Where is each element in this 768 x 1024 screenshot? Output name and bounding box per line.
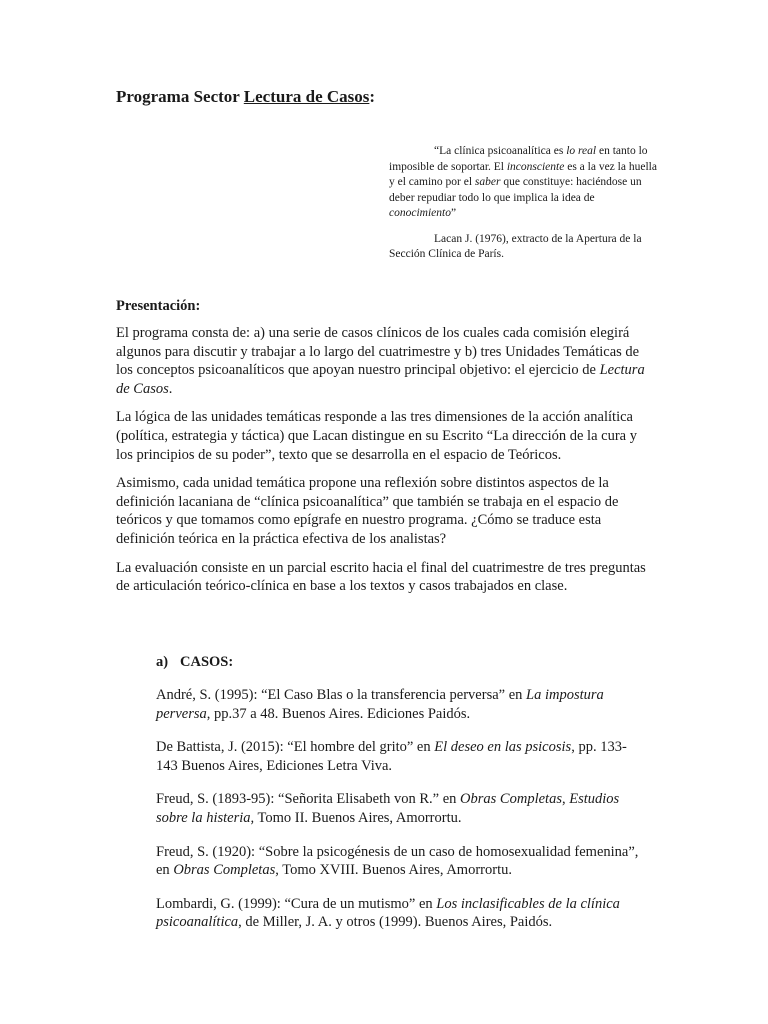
text-run: Asimismo, cada unidad temática propone una reflexión sobre distintos aspectos de la definición lacaniana de “clínica psicoanalítica” que también se trabaja en el espacio de teóricos y que tomamos como epígrafe en nuestro programa. ¿Cómo se traduce esta definición teórica en la práctica efectiva de los analistas? bbox=[116, 475, 619, 547]
italic-run: inconsciente bbox=[506, 160, 565, 173]
text-run: que constituye: haciéndose un deber repudiar todo lo que implica la idea de bbox=[389, 176, 642, 204]
presentation-heading: Presentación: bbox=[116, 298, 201, 314]
text-run: El programa consta de: a) una serie de casos clínicos de los cuales cada comisión elegirá algunos para discutir y trabajar a lo largo del cuatrimestre y b) tres Unidades Temáticas de los conceptos psicoanalíticos que apoyan nuestro principal objetivo: el ejercicio de bbox=[116, 325, 640, 379]
text-run: La evaluación consiste en un parcial escrito hacia el final del cuatrimestre de tres preguntas de articulación teórico-clínica en base a los textos y casos trabajados en clase. bbox=[116, 559, 646, 595]
epigraph-attribution: Lacan J. (1976), extracto de la Apertura de la Sección Clínica de París. bbox=[389, 232, 642, 260]
italic-run: conocimiento bbox=[389, 207, 451, 219]
presentation-paragraph bbox=[116, 324, 654, 398]
text-run: La lógica de las unidades temáticas responde a las tres dimensiones de la acción analítica (política, estrategia y táctica) que Lacan distingue en su Escrito “La dirección de la cura y los principios de su poder”, texto que se desarrolla en el espacio de Teóricos. bbox=[116, 409, 637, 463]
italic-run: saber bbox=[474, 176, 501, 188]
text-run: André, S. (1995): “El Caso Blas o la transferencia perversa” en bbox=[156, 687, 527, 703]
cases-heading-label: CASOS: bbox=[180, 654, 234, 670]
italic-run: El deseo en las psicosis bbox=[434, 739, 572, 756]
text-run: “La clínica psicoanalítica es bbox=[434, 145, 567, 157]
italic-run: La impostura perversa bbox=[156, 687, 604, 722]
text-run: Tomo II. Buenos Aires, Amorrortu. bbox=[254, 809, 462, 826]
presentation-paragraph bbox=[116, 408, 654, 464]
text-run: Freud, S. (1920): “Sobre la psicogénesis de un caso de homosexualidad femenina”, en bbox=[156, 843, 639, 879]
text-run: . bbox=[168, 380, 173, 397]
case-reference bbox=[156, 843, 642, 880]
text-run: , bbox=[561, 791, 570, 808]
page-title bbox=[116, 86, 375, 108]
text-run: , de Miller, J. A. y otros (1999). Buenos Aires, Paidós. bbox=[238, 914, 553, 931]
cases-list bbox=[156, 686, 642, 947]
title-suffix: : bbox=[369, 87, 376, 106]
title-underlined: Lectura de Casos bbox=[243, 87, 370, 106]
text-run: , pp.37 a 48. Buenos Aires. Ediciones Paidós. bbox=[206, 705, 471, 722]
case-reference bbox=[156, 790, 642, 827]
italic-run: lo real bbox=[566, 145, 597, 157]
text-run: es a la vez la huella y el camino por el bbox=[389, 160, 657, 188]
text-run: en tanto lo imposible de soportar. El bbox=[389, 145, 648, 173]
text-run: Freud, S. (1893-95): “Señorita Elisabeth von R.” en bbox=[156, 791, 461, 808]
presentation-paragraph bbox=[116, 559, 654, 596]
epigraph-quote bbox=[389, 144, 657, 222]
case-reference bbox=[156, 738, 642, 775]
text-run: , pp. 133-143 Buenos Aires, Ediciones Letra Viva. bbox=[156, 739, 627, 774]
text-run: Lombardi, G. (1999): “Cura de un mutismo” en bbox=[156, 895, 437, 912]
cases-heading bbox=[156, 652, 233, 672]
italic-run: Lectura de Casos bbox=[116, 362, 645, 397]
text-run: , Tomo XVIII. Buenos Aires, Amorrortu. bbox=[275, 862, 512, 879]
title-prefix: Programa Sector bbox=[116, 87, 244, 106]
presentation-body bbox=[116, 324, 654, 606]
case-reference bbox=[156, 895, 642, 932]
cases-list-marker: a) bbox=[156, 654, 169, 670]
italic-run: Obras Completas bbox=[460, 791, 562, 808]
case-reference bbox=[156, 686, 642, 723]
epigraph bbox=[389, 144, 657, 263]
italic-run: Estudios sobre la histeria, bbox=[156, 791, 620, 826]
italic-run: Los inclasificables de la clínica psicoanalítica bbox=[156, 895, 620, 931]
text-run: ” bbox=[450, 207, 457, 219]
text-run: De Battista, J. (2015): “El hombre del grito” en bbox=[156, 739, 435, 756]
italic-run: Obras Completas bbox=[173, 862, 276, 879]
presentation-paragraph bbox=[116, 474, 654, 548]
